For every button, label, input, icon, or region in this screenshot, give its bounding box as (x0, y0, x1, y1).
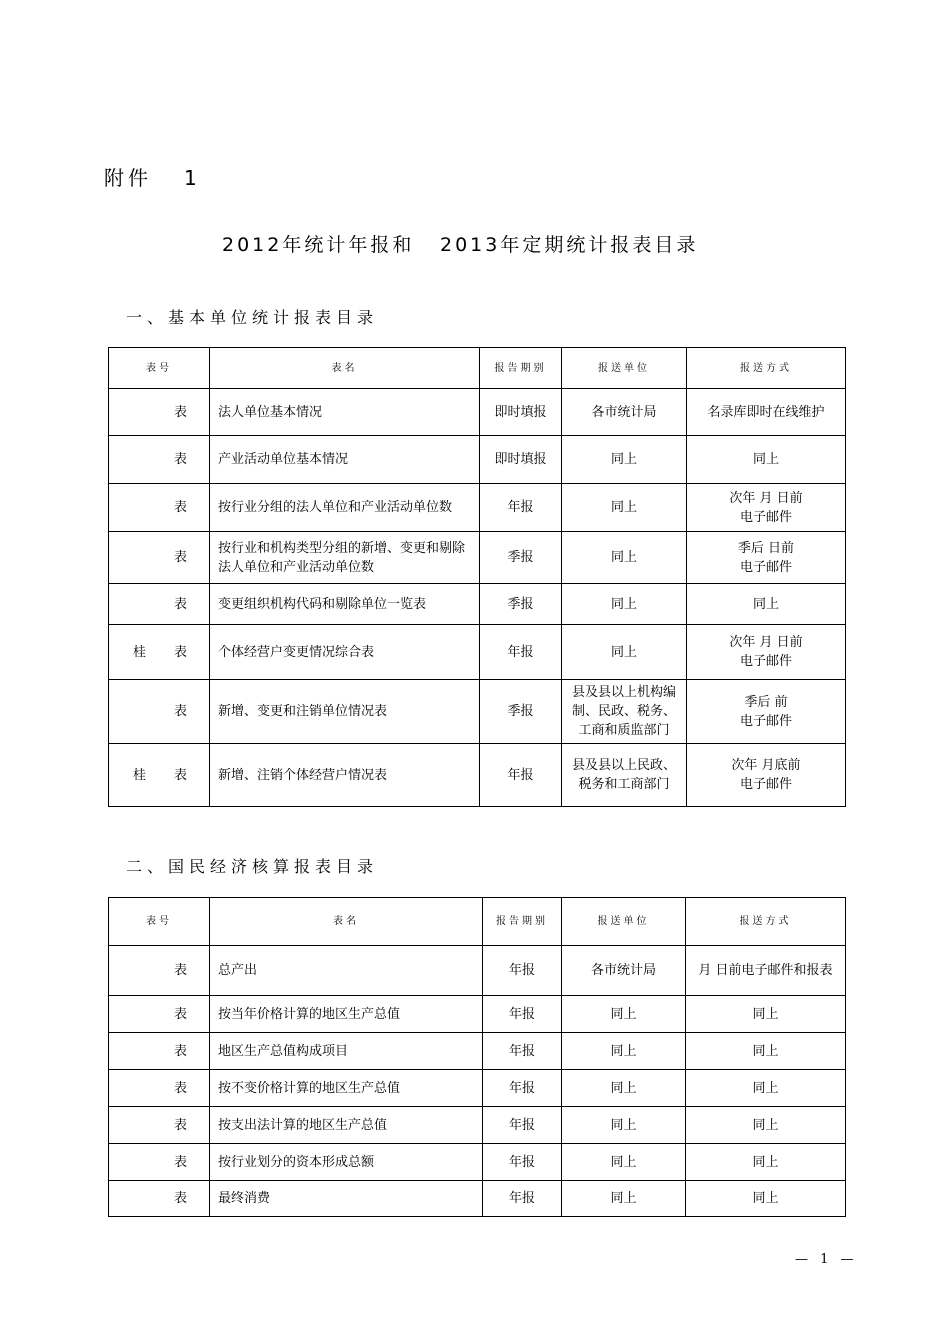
submission-method-cell: 同上 (686, 1070, 846, 1107)
submission-method-cell (687, 625, 846, 680)
report-period-cell: 年报 (483, 1107, 562, 1144)
table-code: 表 (173, 550, 187, 565)
table-row (109, 1070, 846, 1107)
table-header-row (109, 898, 846, 946)
basic-units-table (108, 347, 846, 807)
table-code: 表 (173, 767, 187, 783)
table-row (109, 625, 846, 680)
document-title-left: 2012年统计年报和 (222, 234, 415, 256)
column-header: 表号 (109, 348, 210, 389)
table-name-cell: 变更组织机构代码和剔除单位一览表 (210, 584, 480, 625)
table-code: 表 (173, 1154, 187, 1170)
report-period-cell: 年报 (480, 625, 562, 680)
table-name-cell: 按行业分组的法人单位和产业活动单位数 (210, 484, 480, 532)
table-row (109, 946, 846, 996)
report-period-cell: 即时填报 (480, 436, 562, 484)
submitting-unit-cell: 同上 (562, 1181, 686, 1217)
table-code-cell (109, 744, 210, 807)
page-number: — 1 — (795, 1252, 858, 1267)
table-name-cell: 按行业和机构类型分组的新增、变更和剔除法人单位和产业活动单位数 (210, 532, 480, 584)
table-name-cell: 按行业划分的资本形成总额 (210, 1144, 483, 1181)
table-code: 表 (173, 1117, 187, 1133)
submission-method-cell-line: 电子邮件 (739, 509, 792, 525)
table-code-prefix: 桂 (133, 644, 147, 660)
table-code: 表 (173, 1006, 187, 1022)
table-name-cell: 地区生产总值构成项目 (210, 1033, 483, 1070)
submission-method-cell: 名录库即时在线维护 (687, 389, 846, 436)
table-name-cell: 按支出法计算的地区生产总值 (210, 1107, 483, 1144)
submission-method-cell: 同上 (686, 996, 846, 1033)
table-row (109, 532, 846, 584)
report-period-cell: 年报 (480, 744, 562, 807)
table-code-cell (109, 1033, 210, 1070)
submission-method-cell: 同上 (686, 1181, 846, 1217)
column-header: 报送方式 (686, 898, 846, 946)
attachment-label (104, 162, 201, 191)
table-name-cell: 新增、注销个体经营户情况表 (210, 744, 480, 807)
submission-method-cell-line: 季后 日前 (737, 540, 795, 556)
table-name-cell: 个体经营户变更情况综合表 (210, 625, 480, 680)
submission-method-cell: 同上 (686, 1107, 846, 1144)
report-period-cell: 即时填报 (480, 389, 562, 436)
report-period-cell: 年报 (483, 946, 562, 996)
submission-method-cell: 同上 (686, 1144, 846, 1181)
table-row (109, 680, 846, 744)
table-code-cell (109, 625, 210, 680)
table-code: 表 (173, 963, 187, 978)
table-code: 表 (173, 1191, 187, 1206)
table-code-prefix: 桂 (133, 767, 147, 783)
table-code-cell (109, 946, 210, 996)
column-header: 报送方式 (687, 348, 846, 389)
submitting-unit-cell: 各市统计局 (562, 389, 687, 436)
submitting-unit-cell: 同上 (562, 584, 687, 625)
report-period-cell: 年报 (483, 1033, 562, 1070)
submitting-unit-cell: 县及县以上民政、税务和工商部门 (562, 744, 687, 807)
submission-method-cell: 同上 (687, 436, 846, 484)
table-code: 表 (173, 452, 187, 467)
submission-method-cell-line: 季后 前 (744, 694, 788, 710)
table-name-cell: 总产出 (210, 946, 483, 996)
submitting-unit-cell: 同上 (562, 436, 687, 484)
submission-method-cell (687, 680, 846, 744)
table-row (109, 436, 846, 484)
table-code-cell (109, 389, 210, 436)
table-row (109, 389, 846, 436)
table-name-cell: 按不变价格计算的地区生产总值 (210, 1070, 483, 1107)
report-period-cell: 年报 (483, 1144, 562, 1181)
submission-method-cell-line: 电子邮件 (739, 559, 792, 575)
report-period-cell: 季报 (480, 532, 562, 584)
table-row (109, 1033, 846, 1070)
submission-method-cell: 同上 (687, 584, 846, 625)
table-code-cell (109, 680, 210, 744)
submitting-unit-cell: 同上 (562, 532, 687, 584)
submitting-unit-cell: 同上 (562, 484, 687, 532)
table-code-cell (109, 996, 210, 1033)
table-code-cell (109, 532, 210, 584)
table-row (109, 1107, 846, 1144)
attachment-number: 1 (184, 166, 201, 190)
report-period-cell: 年报 (480, 484, 562, 532)
submitting-unit-cell: 同上 (562, 1070, 686, 1107)
report-period-cell: 季报 (480, 680, 562, 744)
table-row (109, 484, 846, 532)
table-code: 表 (173, 704, 187, 719)
table-row (109, 744, 846, 807)
submission-method-cell-line: 电子邮件 (739, 713, 792, 729)
national-accounts-table (108, 897, 846, 1217)
submitting-unit-cell: 各市统计局 (562, 946, 686, 996)
column-header: 报送单位 (562, 898, 686, 946)
submitting-unit-cell: 同上 (562, 625, 687, 680)
table-code-cell (109, 1144, 210, 1181)
table-code-cell (109, 584, 210, 625)
submitting-unit-cell: 同上 (562, 1033, 686, 1070)
submission-method-cell: 月 日前电子邮件和报表 (686, 946, 846, 996)
submission-method-cell-line: 次年 月 日前 (729, 635, 803, 650)
report-period-cell: 年报 (483, 996, 562, 1033)
section-heading-national-accounts: 二、国民经济核算报表目录 (126, 857, 379, 876)
report-period-cell: 季报 (480, 584, 562, 625)
submission-method-cell-line: 次年 月底前 (731, 758, 801, 773)
table-code: 表 (173, 1080, 187, 1096)
table-code: 表 (173, 596, 187, 612)
table-code-cell (109, 1070, 210, 1107)
column-header: 表号 (109, 898, 210, 946)
submitting-unit-cell: 同上 (562, 1144, 686, 1181)
submitting-unit-cell: 同上 (562, 996, 686, 1033)
table-row (109, 1181, 846, 1217)
report-period-cell: 年报 (483, 1070, 562, 1107)
table-code-cell (109, 1181, 210, 1217)
submitting-unit-cell: 同上 (562, 1107, 686, 1144)
table-name-cell: 按当年价格计算的地区生产总值 (210, 996, 483, 1033)
column-header: 报送单位 (562, 348, 687, 389)
submission-method-cell (687, 484, 846, 532)
table-row (109, 996, 846, 1033)
table-row (109, 1144, 846, 1181)
table-code: 表 (173, 500, 187, 515)
submission-method-cell-line: 电子邮件 (739, 777, 792, 792)
table-row (109, 584, 846, 625)
document-title-right: 2013年定期统计报表目录 (440, 234, 699, 256)
table-code: 表 (173, 1043, 187, 1059)
column-header: 报告期别 (483, 898, 562, 946)
table-code: 表 (173, 404, 187, 420)
table-name-cell: 新增、变更和注销单位情况表 (210, 680, 480, 744)
submission-method-cell-line: 次年 月 日前 (729, 490, 803, 506)
submitting-unit-cell: 县及县以上机构编制、民政、税务、工商和质监部门 (562, 680, 687, 744)
report-period-cell: 年报 (483, 1181, 562, 1217)
table-code-cell (109, 484, 210, 532)
table-name-cell: 产业活动单位基本情况 (210, 436, 480, 484)
submission-method-cell-line: 电子邮件 (739, 654, 792, 669)
section-heading-basic-units: 一、基本单位统计报表目录 (126, 308, 379, 327)
attachment-text: 附件 (104, 166, 152, 190)
submission-method-cell (687, 532, 846, 584)
table-name-cell: 法人单位基本情况 (210, 389, 480, 436)
table-code: 表 (173, 644, 187, 660)
table-name-cell: 最终消费 (210, 1181, 483, 1217)
submission-method-cell (687, 744, 846, 807)
table-header-row (109, 348, 846, 389)
column-header: 表名 (210, 348, 480, 389)
table-code-cell (109, 1107, 210, 1144)
column-header: 表名 (210, 898, 483, 946)
table-code-cell (109, 436, 210, 484)
column-header: 报告期别 (480, 348, 562, 389)
submission-method-cell: 同上 (686, 1033, 846, 1070)
